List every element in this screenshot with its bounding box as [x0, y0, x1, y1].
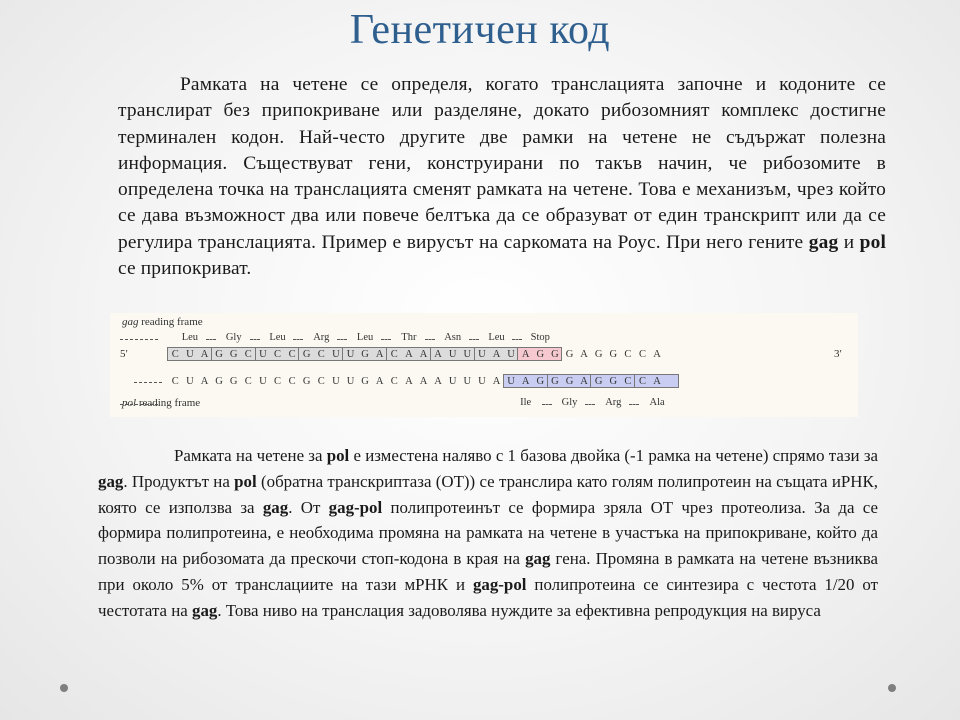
- paragraph-text: полипротеина се синтезира с честота 1/20 от честотата на: [98, 574, 879, 620]
- nucleotide: U: [478, 349, 486, 360]
- amino-acid-label: Thr: [401, 332, 417, 343]
- aa-separator: [629, 404, 639, 405]
- nucleotide: U: [448, 376, 457, 387]
- nucleotide: A: [405, 376, 413, 387]
- gene-name-pol: pol: [859, 231, 886, 253]
- dash-line: [134, 382, 162, 383]
- nucleotide: G: [361, 349, 369, 360]
- gene-name: pol: [234, 471, 257, 491]
- nucleotide: G: [551, 376, 559, 387]
- aa-separator: [425, 339, 435, 340]
- paragraph-text: . Това ниво на транслация задоволява нуждите за ефективна репродукция на вируса: [217, 600, 821, 620]
- gene-name: gag-pol: [328, 497, 383, 517]
- three-prime-label: 3′: [834, 348, 842, 360]
- nucleotide: U: [463, 376, 472, 387]
- reading-frame-diagram: [110, 313, 858, 417]
- nucleotide: C: [244, 349, 252, 360]
- nucleotide: G: [215, 349, 223, 360]
- nucleotide: A: [521, 376, 530, 387]
- gene-name: gag: [525, 549, 551, 569]
- nucleotide: C: [390, 376, 398, 387]
- nucleotide: A: [405, 349, 413, 360]
- aa-separator: [512, 339, 522, 340]
- nucleotide: U: [507, 349, 515, 360]
- aa-separator: [585, 404, 595, 405]
- amino-acid-label: Leu: [488, 332, 505, 343]
- dash-line: [120, 339, 158, 340]
- nucleotide: G: [609, 349, 618, 360]
- paragraph-text: Рамката на четене се определя, когато транслацията започне и кодоните се транслират без припокриване или разделяне, докато рибозомният комплекс достигне терминален кодон. Най-често другите две рамки на четене не съдържат полезна информация. Съществуват гени, конструирани по такъв начин, че рибозомите в определена точка на транслацията сменят рамката на четене. Това е механизъм, чрез който се дава възможност два или повече белтъка да се образуват от един транскрипт или да се регулира транслацията. Пример е вирусът на саркомата на Роус. При него гените: [118, 74, 886, 253]
- nucleotide: C: [273, 349, 281, 360]
- paragraph-text: е изместена наляво с 1 базова двойка (-1 рамка на четене) спрямо тази за: [349, 446, 878, 465]
- nucleotide: G: [565, 376, 574, 387]
- slide-bullet-dot-left: [60, 684, 68, 692]
- paragraph-text: и: [838, 231, 860, 253]
- aa-separator: [381, 339, 391, 340]
- amino-acid-label: Ala: [649, 397, 665, 408]
- gene-name-gag: gag: [808, 231, 839, 253]
- nucleotide: A: [580, 376, 588, 387]
- explanation-paragraph: [98, 443, 878, 624]
- nucleotide: G: [215, 376, 223, 387]
- amino-acid-label: Leu: [356, 332, 374, 343]
- nucleotide: U: [186, 349, 194, 360]
- nucleotide: G: [361, 376, 369, 387]
- nucleotide: G: [229, 349, 238, 360]
- slide-bullet-dot-right: [888, 684, 896, 692]
- nucleotide: C: [624, 376, 632, 387]
- gene-name: gag-pol: [472, 574, 527, 594]
- five-prime-label: 5′: [120, 348, 128, 360]
- nucleotide: G: [594, 349, 603, 360]
- nucleotide: G: [229, 376, 238, 387]
- nucleotide: C: [638, 349, 646, 360]
- nucleotide: U: [346, 376, 355, 387]
- nucleotide: A: [375, 376, 384, 387]
- nucleotide: C: [288, 376, 296, 387]
- amino-acid-label: Stop: [530, 332, 550, 343]
- nucleotide: C: [244, 376, 252, 387]
- paragraph-text: . Продуктът на: [123, 471, 235, 491]
- nucleotide: A: [419, 349, 428, 360]
- paragraph-text: се припокриват.: [118, 258, 252, 280]
- slide-title: Генетичен код: [349, 7, 611, 53]
- dash-line: [120, 404, 158, 405]
- nucleotide: U: [346, 349, 355, 360]
- nucleotide: C: [317, 349, 325, 360]
- aa-separator: [293, 339, 303, 340]
- nucleotide: U: [332, 349, 340, 360]
- amino-acid-label: Gly: [225, 332, 242, 343]
- paragraph-text: Рамката на четене за: [174, 446, 327, 465]
- nucleotide: A: [580, 349, 588, 360]
- nucleotide: A: [434, 376, 442, 387]
- nucleotide: G: [302, 349, 311, 360]
- nucleotide: G: [565, 349, 574, 360]
- gene-name: pol: [326, 446, 350, 465]
- intro-paragraph: [118, 72, 886, 282]
- amino-acid-label: Ile: [520, 397, 532, 408]
- aa-separator: [250, 339, 260, 340]
- nucleotide: U: [478, 376, 486, 387]
- nucleotide: U: [332, 376, 340, 387]
- nucleotide: G: [594, 376, 603, 387]
- amino-acid-label: Leu: [181, 332, 199, 343]
- nucleotide: A: [434, 349, 442, 360]
- paragraph-text: гена. Промяна в рамката на четене възниква при около 5% от транслациите на тази мРНК и: [98, 549, 879, 594]
- nucleotide: C: [273, 376, 281, 387]
- amino-acid-label: Leu: [269, 332, 286, 343]
- amino-acid-label: Arg: [313, 332, 330, 343]
- paragraph-text: . От: [288, 497, 329, 517]
- nucleotide: C: [317, 376, 325, 387]
- nucleotide: A: [653, 376, 661, 387]
- nucleotide: U: [259, 376, 267, 387]
- aa-separator: [337, 339, 347, 340]
- nucleotide: A: [200, 376, 209, 387]
- nucleotide: A: [521, 349, 530, 360]
- nucleotide: A: [375, 349, 384, 360]
- paragraph-text: полипротеинът се формира зряла ОТ чрез протеолиза. За да се формира полипротеина, е необходима промяна на рамката на четене в участъка на припокриване, който да позволи на рибозомата да прескочи стоп-кодона в края на: [98, 497, 878, 569]
- nucleotide: G: [536, 376, 545, 387]
- nucleotide: C: [390, 349, 398, 360]
- nucleotide: G: [302, 376, 311, 387]
- amino-acid-label: Asn: [444, 332, 462, 343]
- nucleotide: G: [551, 349, 559, 360]
- amino-acid-label: Arg: [605, 397, 622, 408]
- nucleotide: C: [288, 349, 296, 360]
- nucleotide: U: [507, 376, 515, 387]
- nucleotide: U: [448, 349, 457, 360]
- pol-frame-label: pol reading frame: [122, 397, 201, 409]
- aa-separator: [469, 339, 479, 340]
- nucleotide: U: [463, 349, 472, 360]
- nucleotide: A: [200, 349, 209, 360]
- nucleotide: U: [259, 349, 267, 360]
- nucleotide: C: [624, 349, 632, 360]
- gene-name: gag: [262, 497, 289, 517]
- nucleotide: A: [653, 349, 661, 360]
- nucleotide: A: [492, 376, 501, 387]
- nucleotide: U: [186, 376, 194, 387]
- nucleotide: G: [536, 349, 545, 360]
- nucleotide: C: [171, 349, 179, 360]
- gag-frame-label: gag reading frame: [122, 316, 203, 328]
- aa-separator: [542, 404, 552, 405]
- nucleotide: A: [419, 376, 428, 387]
- amino-acid-label: Gly: [561, 397, 578, 408]
- nucleotide: A: [492, 349, 501, 360]
- nucleotide: C: [638, 376, 646, 387]
- gene-name: gag: [98, 471, 124, 491]
- nucleotide: G: [609, 376, 618, 387]
- gene-name: gag: [192, 600, 218, 620]
- paragraph-text: (обратна транскриптаза (ОТ)) се транслира като голям полипротеин на същата иРНК, която се използва за: [98, 471, 878, 517]
- nucleotide: C: [171, 376, 179, 387]
- aa-separator: [206, 339, 216, 340]
